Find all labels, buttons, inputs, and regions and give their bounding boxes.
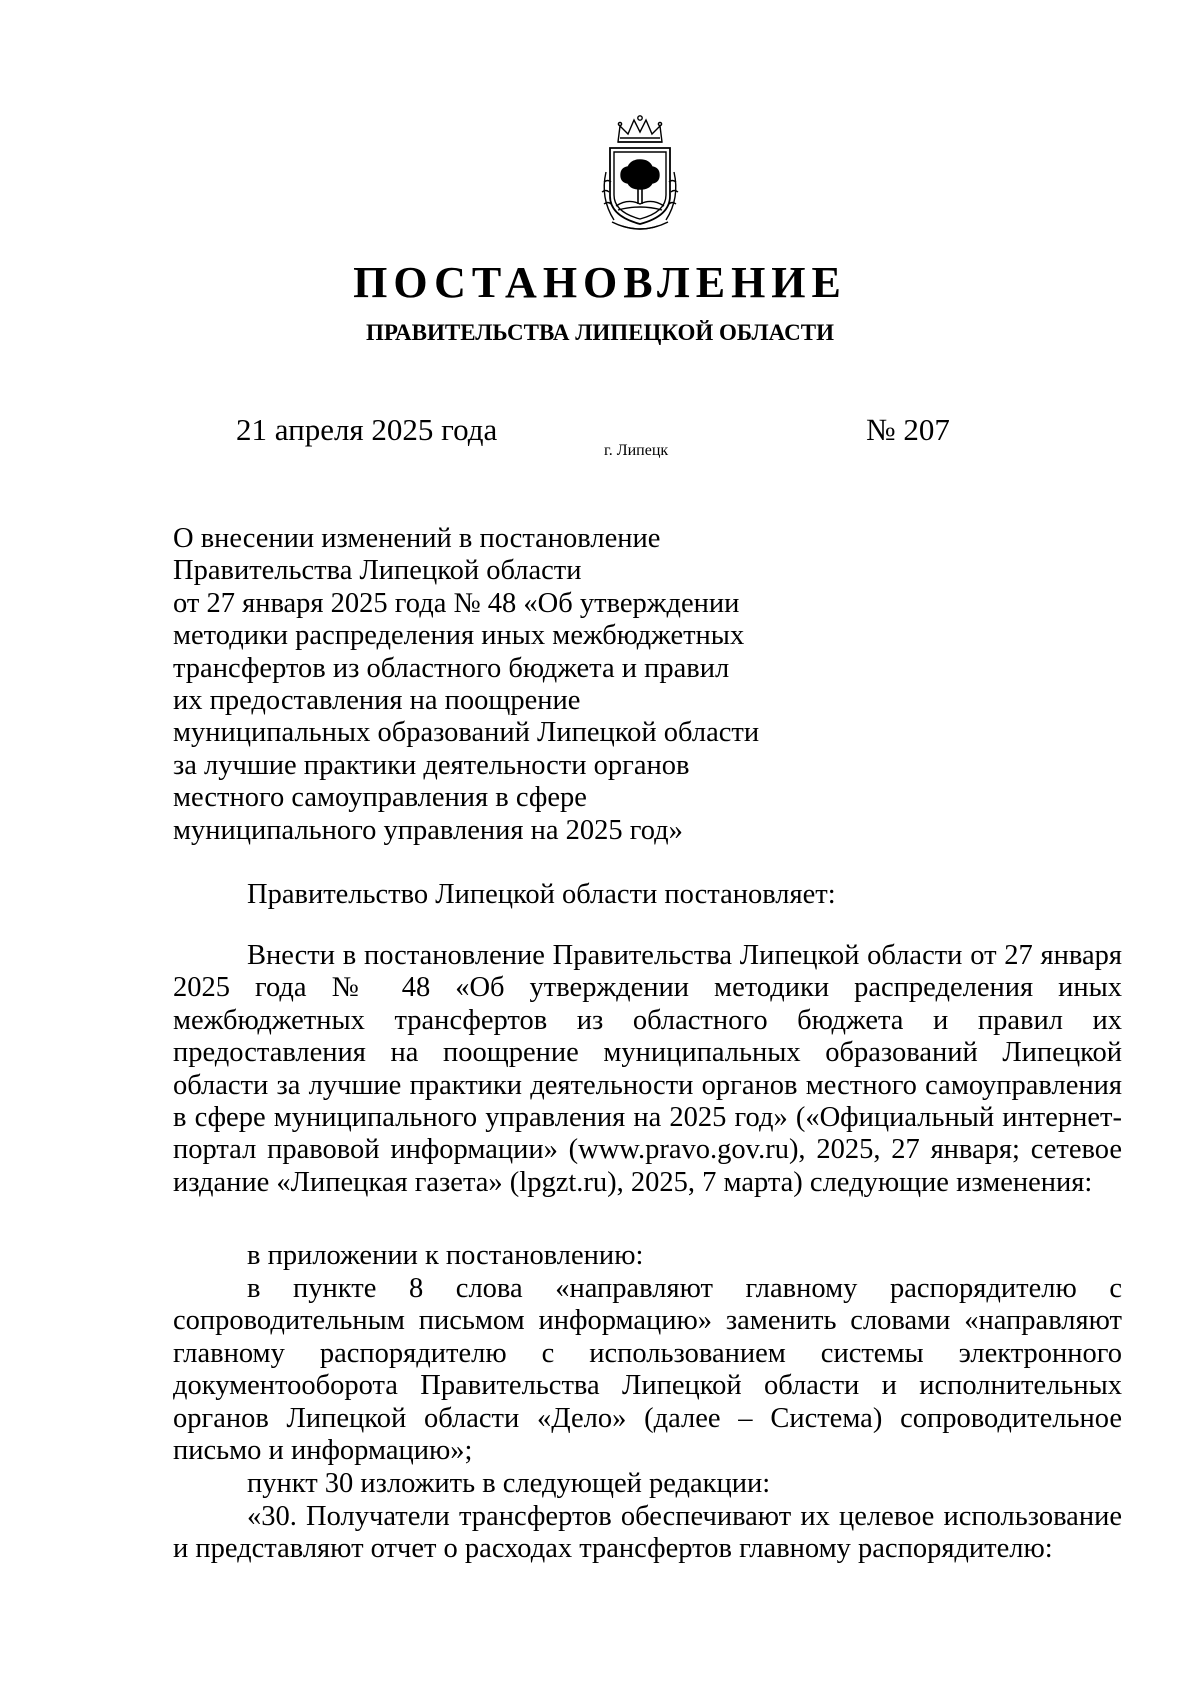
document-date: 21 апреля 2025 года: [236, 412, 498, 447]
subject-line: методики распределения иных межбюджетных: [173, 620, 745, 652]
subject-line: их предоставления на поощрение: [173, 685, 581, 717]
subject-line: Правительства Липецкой области: [173, 555, 582, 587]
body-paragraph: в приложении к постановлению:: [247, 1240, 644, 1271]
lipetsk-oblast-coat-of-arms-icon: [592, 112, 688, 238]
body-paragraph: Внести в постановление Правительства Липецкой области от 27 января 2025 года № 48 «Об утверждении методики распределения иных межбюджетных трансфертов из областного бюджета и правил их предоставления на поощрение муниципальных образований Липецкой области за лучшие практики деятельности органов местного самоуправления в сфере муниципального управления на 2025 год» («Официальный интернет-портал правовой информации» (www.pravo.gov.ru), 2025, 27 января; сетевое издание «Липецкая газета» (lpgzt.ru), 2025, 7 марта) следующие изменения:: [173, 940, 1122, 1198]
subject-line: от 27 января 2025 года № 48 «Об утверждении: [173, 587, 740, 619]
document-city: г. Липецк: [604, 442, 669, 459]
subject-line: за лучшие практики деятельности органов: [173, 749, 690, 781]
subject-line: трансфертов из областного бюджета и правил: [173, 652, 730, 684]
resolution-intro: Правительство Липецкой области постановляет:: [247, 879, 836, 910]
document-number: № 207: [866, 412, 950, 447]
body-paragraph: «30. Получатели трансфертов обеспечивают их целевое использование и представляют отчет о расходах трансфертов главному распорядителю:: [173, 1501, 1122, 1565]
body-paragraph: пункт 30 изложить в следующей редакции:: [247, 1468, 771, 1499]
subject-line: муниципальных образований Липецкой области: [173, 717, 760, 749]
subject-line: О внесении изменений в постановление: [173, 523, 661, 554]
issuing-authority: ПРАВИТЕЛЬСТВА ЛИПЕЦКОЙ ОБЛАСТИ: [366, 320, 834, 345]
document-subject: [173, 523, 893, 847]
subject-line: местного самоуправления в сфере: [173, 782, 587, 814]
body-paragraph: в пункте 8 слова «направляют главному распорядителю с сопроводительным письмом информацию» заменить словами «направляют главному распорядителю с использованием системы электронного документооборота Правительства Липецкой области и исполнительных органов Липецкой области «Дело» (далее – Система) сопроводительное письмо и информацию»;: [173, 1273, 1122, 1467]
subject-line: муниципального управления на 2025 год»: [173, 814, 683, 846]
document-type-title: ПОСТАНОВЛЕНИЕ: [353, 258, 847, 307]
